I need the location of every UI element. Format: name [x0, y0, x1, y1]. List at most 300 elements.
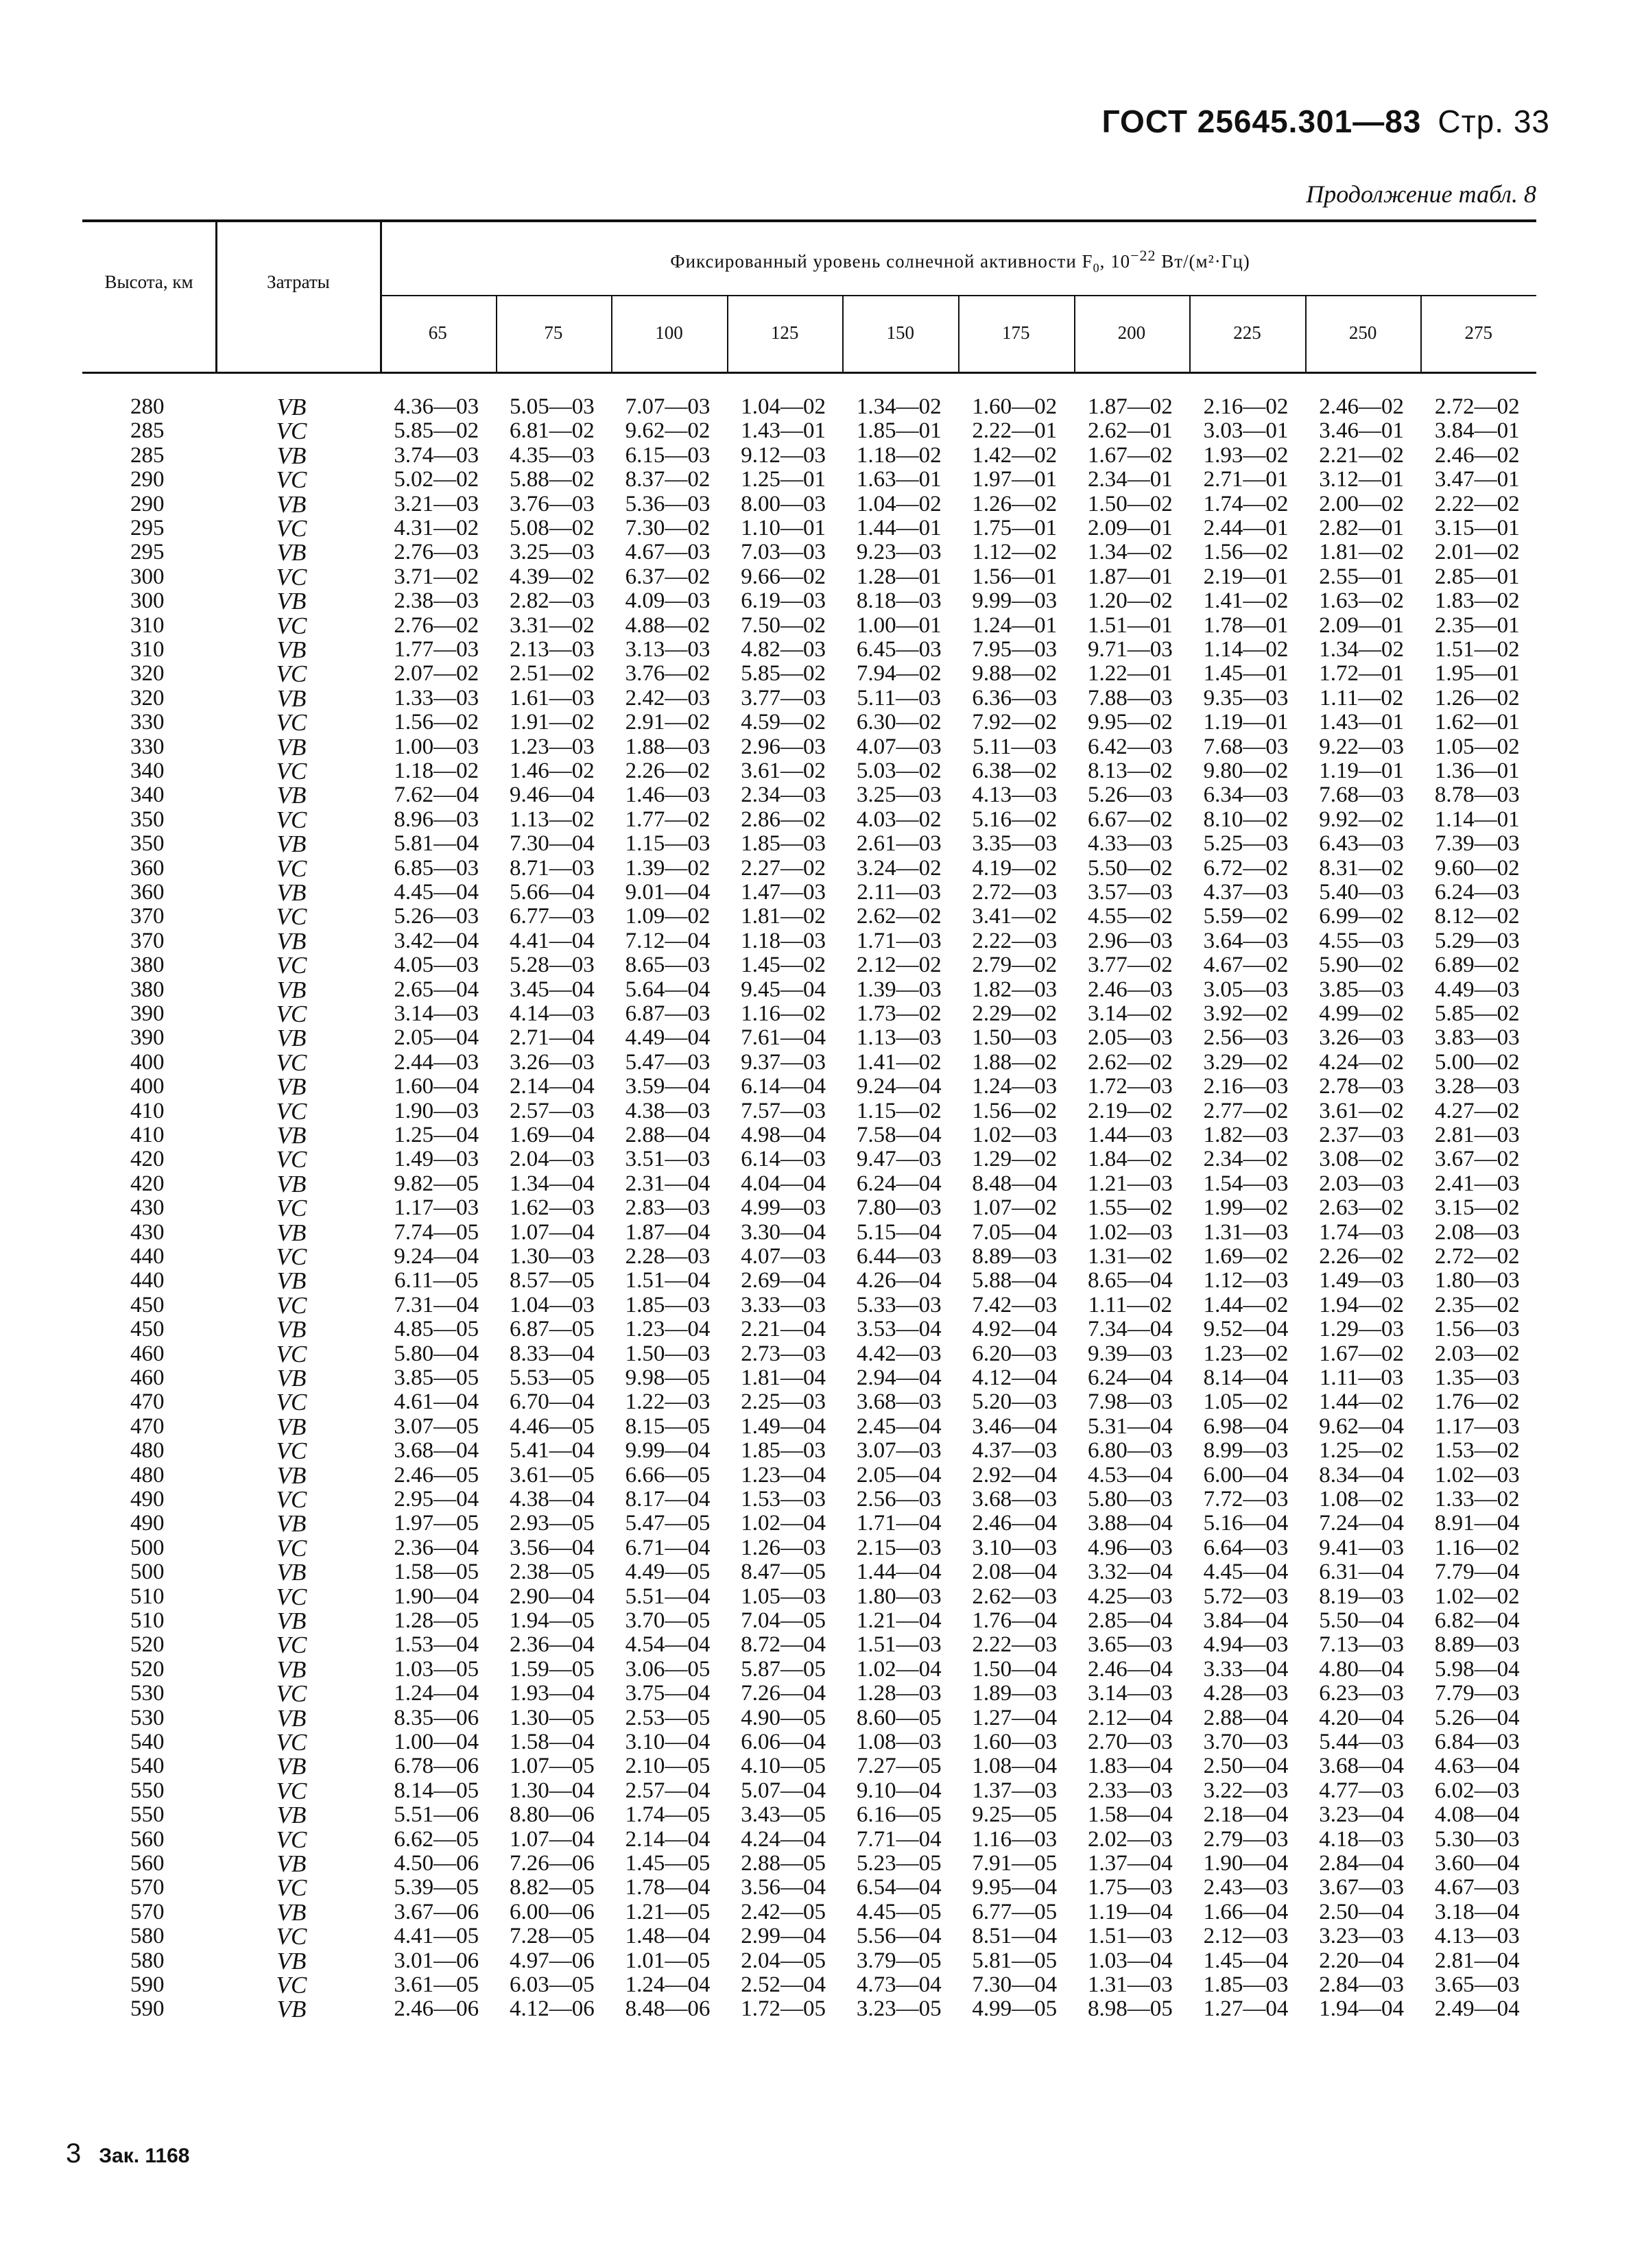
value-cell: 6.03—05 — [510, 1972, 595, 1997]
value-cell: 6.87—05 — [510, 1317, 595, 1342]
altitude-cell: 430 — [130, 1219, 165, 1245]
table-row — [0, 929, 1633, 953]
value-cell: 2.93—05 — [510, 1511, 595, 1536]
value-cell: 4.35—03 — [510, 442, 595, 468]
value-cell: 4.12—04 — [972, 1365, 1058, 1390]
value-cell: 1.94—05 — [510, 1608, 595, 1633]
table-row — [0, 1973, 1633, 1997]
value-cell: 9.23—03 — [856, 540, 942, 565]
value-cell: 2.41—03 — [1434, 1171, 1520, 1196]
value-cell: 1.24—04 — [394, 1681, 479, 1706]
value-cell: 8.37—02 — [625, 467, 711, 492]
value-cell: 8.96—03 — [394, 807, 479, 832]
value-cell: 1.22—01 — [1088, 661, 1173, 687]
value-cell: 3.70—05 — [625, 1608, 711, 1633]
value-cell: 1.25—01 — [741, 467, 826, 492]
value-cell: 1.45—04 — [1203, 1948, 1289, 1973]
value-cell: 3.33—03 — [741, 1292, 826, 1317]
value-cell: 3.41—02 — [972, 904, 1058, 929]
table-row — [0, 516, 1633, 540]
value-cell: 1.48—04 — [625, 1924, 711, 1949]
value-cell: 1.13—02 — [510, 807, 595, 832]
value-cell: 2.90—04 — [510, 1584, 595, 1609]
value-cell: 5.81—04 — [394, 831, 479, 857]
value-cell: 2.96—03 — [741, 734, 826, 759]
value-cell: 7.50—02 — [741, 612, 826, 638]
value-cell: 1.76—02 — [1434, 1389, 1520, 1415]
cost-cell: VB — [276, 1073, 307, 1101]
value-cell: 6.70—04 — [510, 1389, 595, 1415]
value-cell: 1.29—03 — [1319, 1317, 1404, 1342]
value-cell: 4.45—04 — [1203, 1560, 1289, 1585]
value-cell: 2.99—04 — [741, 1924, 826, 1949]
value-cell: 2.01—02 — [1434, 540, 1520, 565]
value-cell: 1.78—04 — [625, 1875, 711, 1900]
value-cell: 2.56—03 — [1203, 1025, 1289, 1051]
value-cell: 1.19—01 — [1203, 710, 1289, 735]
value-cell: 1.04—03 — [510, 1292, 595, 1317]
table-row — [0, 492, 1633, 516]
cost-cell: VB — [276, 1122, 307, 1149]
value-cell: 1.02—03 — [1088, 1219, 1173, 1245]
value-cell: 3.13—03 — [625, 637, 711, 662]
altitude-cell: 500 — [130, 1535, 165, 1560]
value-cell: 5.03—02 — [856, 759, 942, 783]
table-row — [0, 540, 1633, 564]
table-row — [0, 1828, 1633, 1852]
value-cell: 8.18—03 — [856, 588, 942, 614]
value-cell: 8.17—04 — [625, 1487, 711, 1512]
value-cell: 2.62—02 — [1088, 1049, 1173, 1075]
value-cell: 2.96—03 — [1088, 928, 1173, 953]
value-cell: 1.58—04 — [1088, 1802, 1173, 1828]
value-cell: 1.05—02 — [1203, 1389, 1289, 1415]
value-cell: 4.38—03 — [625, 1098, 711, 1123]
value-cell: 2.79—02 — [972, 953, 1058, 978]
cost-cell: VB — [276, 1559, 307, 1586]
value-cell: 1.02—03 — [972, 1123, 1058, 1147]
value-cell: 9.37—03 — [741, 1049, 826, 1075]
level-column-header: 175 — [1002, 322, 1030, 343]
value-cell: 5.20—03 — [972, 1389, 1058, 1415]
value-cell: 6.31—04 — [1319, 1560, 1404, 1585]
value-cell: 1.21—05 — [625, 1899, 711, 1924]
value-cell: 8.91—04 — [1434, 1511, 1520, 1536]
cost-cell: VB — [276, 1996, 307, 2023]
value-cell: 9.24—04 — [394, 1244, 479, 1269]
value-cell: 2.16—03 — [1203, 1074, 1289, 1099]
value-cell: 1.02—03 — [1434, 1462, 1520, 1488]
value-cell: 5.07—04 — [741, 1778, 826, 1803]
value-cell: 6.14—03 — [741, 1147, 826, 1172]
value-cell: 2.04—05 — [741, 1948, 826, 1973]
value-cell: 4.09—03 — [625, 588, 711, 614]
value-cell: 9.98—05 — [625, 1365, 711, 1390]
value-cell: 3.67—03 — [1319, 1875, 1404, 1900]
value-cell: 4.45—04 — [394, 880, 479, 905]
cost-cell: VB — [276, 1025, 307, 1052]
value-cell: 1.51—04 — [625, 1268, 711, 1293]
value-cell: 3.53—04 — [856, 1317, 942, 1342]
value-cell: 3.14—02 — [1088, 1001, 1173, 1026]
value-cell: 4.67—03 — [625, 540, 711, 565]
value-cell: 6.62—05 — [394, 1826, 479, 1852]
value-cell: 1.05—02 — [1434, 734, 1520, 759]
value-cell: 8.14—05 — [394, 1778, 479, 1803]
value-cell: 3.77—03 — [741, 685, 826, 711]
value-cell: 9.52—04 — [1203, 1317, 1289, 1342]
value-cell: 6.24—04 — [1088, 1365, 1173, 1390]
value-cell: 7.57—03 — [741, 1098, 826, 1123]
altitude-cell: 410 — [130, 1123, 165, 1147]
value-cell: 2.50—04 — [1203, 1754, 1289, 1779]
value-cell: 1.46—02 — [510, 759, 595, 783]
value-cell: 9.80—02 — [1203, 759, 1289, 783]
value-cell: 8.71—03 — [510, 855, 595, 881]
value-cell: 2.84—04 — [1319, 1851, 1404, 1876]
value-cell: 5.05—03 — [510, 394, 595, 419]
value-cell: 1.85—03 — [1203, 1972, 1289, 1997]
value-cell: 1.16—02 — [1434, 1535, 1520, 1560]
value-cell: 1.08—04 — [972, 1754, 1058, 1779]
value-cell: 1.94—04 — [1319, 1996, 1404, 2022]
value-cell: 9.92—02 — [1319, 807, 1404, 832]
cost-cell: VB — [276, 879, 307, 906]
value-cell: 4.49—05 — [625, 1560, 711, 1585]
value-cell: 5.51—06 — [394, 1802, 479, 1828]
value-cell: 1.23—02 — [1203, 1341, 1289, 1366]
cost-cell: VC — [276, 758, 307, 785]
value-cell: 3.64—03 — [1203, 928, 1289, 953]
value-cell: 4.99—05 — [972, 1996, 1058, 2022]
value-cell: 2.92—04 — [972, 1462, 1058, 1488]
value-cell: 1.66—04 — [1203, 1899, 1289, 1924]
altitude-cell: 420 — [130, 1171, 165, 1196]
value-cell: 2.37—03 — [1319, 1123, 1404, 1147]
value-cell: 4.61—04 — [394, 1389, 479, 1415]
value-cell: 2.43—03 — [1203, 1875, 1289, 1900]
value-cell: 1.62—01 — [1434, 710, 1520, 735]
value-cell: 4.54—04 — [625, 1632, 711, 1658]
value-cell: 4.67—02 — [1203, 953, 1289, 978]
value-cell: 1.03—05 — [394, 1656, 479, 1682]
table-row — [0, 1536, 1633, 1560]
value-cell: 2.61—03 — [856, 831, 942, 857]
value-cell: 1.41—02 — [856, 1049, 942, 1075]
table-row — [0, 905, 1633, 929]
value-cell: 2.15—03 — [856, 1535, 942, 1560]
value-cell: 3.42—04 — [394, 928, 479, 953]
value-cell: 2.65—04 — [394, 977, 479, 1002]
value-cell: 1.11—02 — [1088, 1292, 1173, 1317]
value-cell: 1.60—04 — [394, 1074, 479, 1099]
value-cell: 1.71—03 — [856, 928, 942, 953]
value-cell: 7.94—02 — [856, 661, 942, 687]
value-cell: 3.61—02 — [1319, 1098, 1404, 1123]
value-cell: 1.78—01 — [1203, 612, 1289, 638]
cost-cell: VB — [276, 1802, 307, 1829]
value-cell: 6.66—05 — [625, 1462, 711, 1488]
value-cell: 7.80—03 — [856, 1195, 942, 1221]
value-cell: 8.33—04 — [510, 1341, 595, 1366]
value-cell: 2.46—05 — [394, 1462, 479, 1488]
value-cell: 3.68—04 — [394, 1438, 479, 1464]
value-cell: 2.22—03 — [972, 928, 1058, 953]
table-row — [0, 1754, 1633, 1778]
value-cell: 3.10—03 — [972, 1535, 1058, 1560]
value-cell: 4.24—04 — [741, 1826, 826, 1852]
value-cell: 3.68—03 — [856, 1389, 942, 1415]
value-cell: 8.31—02 — [1319, 855, 1404, 881]
value-cell: 9.39—03 — [1088, 1341, 1173, 1366]
table-row — [0, 1876, 1633, 1900]
value-cell: 1.50—04 — [972, 1656, 1058, 1682]
value-cell: 7.95—03 — [972, 637, 1058, 662]
value-cell: 9.62—02 — [625, 418, 711, 444]
cost-cell: VC — [276, 1291, 307, 1319]
value-cell: 4.55—03 — [1319, 928, 1404, 953]
value-cell: 5.08—02 — [510, 516, 595, 540]
value-cell: 1.42—02 — [972, 442, 1058, 468]
value-cell: 1.93—04 — [510, 1681, 595, 1706]
altitude-cell: 460 — [130, 1341, 165, 1366]
value-cell: 2.95—04 — [394, 1487, 479, 1512]
value-cell: 4.41—05 — [394, 1924, 479, 1949]
table-row — [0, 711, 1633, 735]
value-cell: 5.16—02 — [972, 807, 1058, 832]
value-cell: 4.13—03 — [1434, 1924, 1520, 1949]
value-cell: 1.84—02 — [1088, 1147, 1173, 1172]
value-cell: 8.89—03 — [972, 1244, 1058, 1269]
value-cell: 5.31—04 — [1088, 1413, 1173, 1439]
value-cell: 7.26—06 — [510, 1851, 595, 1876]
value-cell: 9.60—02 — [1434, 855, 1520, 881]
altitude-cell: 340 — [130, 783, 165, 808]
value-cell: 2.76—03 — [394, 540, 479, 565]
cost-cell: VB — [276, 1656, 307, 1683]
table-row — [0, 857, 1633, 881]
value-cell: 1.12—02 — [972, 540, 1058, 565]
value-cell: 2.31—04 — [625, 1171, 711, 1196]
value-cell: 2.36—04 — [510, 1632, 595, 1658]
value-cell: 5.11—03 — [857, 685, 941, 711]
value-cell: 3.07—05 — [394, 1413, 479, 1439]
value-cell: 4.96—03 — [1088, 1535, 1173, 1560]
value-cell: 5.59—02 — [1203, 904, 1289, 929]
cost-cell: VC — [276, 1874, 307, 1902]
value-cell: 5.85—02 — [1434, 1001, 1520, 1026]
value-cell: 5.50—02 — [1088, 855, 1173, 881]
table-row — [0, 1147, 1633, 1171]
value-cell: 2.85—01 — [1434, 564, 1520, 589]
value-cell: 4.10—05 — [741, 1754, 826, 1779]
value-cell: 6.54—04 — [856, 1875, 942, 1900]
value-cell: 1.43—01 — [741, 418, 826, 444]
value-cell: 4.20—04 — [1319, 1705, 1404, 1730]
value-cell: 8.65—04 — [1088, 1268, 1173, 1293]
cost-cell: VB — [276, 1413, 307, 1440]
value-cell: 3.60—04 — [1434, 1851, 1520, 1876]
level-column-header: 275 — [1464, 322, 1492, 343]
value-cell: 3.26—03 — [510, 1049, 595, 1075]
value-cell: 4.45—05 — [856, 1899, 942, 1924]
value-cell: 9.62—04 — [1319, 1413, 1404, 1439]
altitude-cell: 550 — [130, 1778, 165, 1803]
value-cell: 5.64—04 — [625, 977, 711, 1002]
value-cell: 7.62—04 — [394, 783, 479, 808]
value-cell: 5.11—03 — [973, 734, 1057, 759]
value-cell: 1.75—03 — [1088, 1875, 1173, 1900]
value-cell: 8.14—04 — [1203, 1365, 1289, 1390]
value-cell: 3.23—05 — [856, 1996, 942, 2022]
table-row — [0, 1075, 1633, 1099]
value-cell: 1.90—04 — [394, 1584, 479, 1609]
value-cell: 8.99—03 — [1203, 1438, 1289, 1464]
cost-cell: VB — [276, 442, 307, 469]
value-cell: 8.72—04 — [741, 1632, 826, 1658]
value-cell: 2.03—03 — [1319, 1171, 1404, 1196]
value-cell: 6.36—03 — [972, 685, 1058, 711]
value-cell: 1.08—03 — [856, 1730, 942, 1754]
value-cell: 5.40—03 — [1319, 880, 1404, 905]
page-footer — [66, 2138, 190, 2169]
table-row — [0, 808, 1633, 832]
value-cell: 6.20—03 — [972, 1341, 1058, 1366]
value-cell: 1.01—05 — [625, 1948, 711, 1973]
value-cell: 4.05—03 — [394, 953, 479, 978]
value-cell: 4.03—02 — [856, 807, 942, 832]
level-column-header: 250 — [1348, 322, 1377, 343]
value-cell: 1.55—02 — [1088, 1195, 1173, 1221]
value-cell: 4.99—02 — [1319, 1001, 1404, 1026]
value-cell: 2.04—03 — [510, 1147, 595, 1172]
value-cell: 1.51—03 — [856, 1632, 942, 1658]
value-cell: 1.24—04 — [625, 1972, 711, 1997]
value-cell: 3.46—01 — [1319, 418, 1404, 444]
value-cell: 4.46—05 — [510, 1413, 595, 1439]
altitude-cell: 310 — [130, 612, 165, 638]
value-cell: 6.89—02 — [1434, 953, 1520, 978]
value-cell: 5.85—02 — [394, 418, 479, 444]
value-cell: 1.21—03 — [1088, 1171, 1173, 1196]
value-cell: 1.44—01 — [856, 516, 942, 540]
table-row — [0, 444, 1633, 468]
cost-cell: VC — [276, 1826, 307, 1853]
cost-cell: VB — [276, 1365, 307, 1392]
table-row — [0, 1002, 1633, 1026]
value-cell: 8.00—03 — [741, 491, 826, 516]
value-cell: 1.23—04 — [741, 1462, 826, 1488]
value-cell: 5.72—03 — [1203, 1584, 1289, 1609]
value-cell: 6.24—03 — [1434, 880, 1520, 905]
cost-cell: VB — [276, 490, 307, 518]
value-cell: 5.85—02 — [741, 661, 826, 687]
value-cell: 7.98—03 — [1088, 1389, 1173, 1415]
value-cell: 1.17—03 — [1434, 1413, 1520, 1439]
level-column-header: 125 — [770, 322, 799, 343]
value-cell: 7.04—05 — [741, 1608, 826, 1633]
value-cell: 3.25—03 — [510, 540, 595, 565]
value-cell: 3.46—04 — [972, 1413, 1058, 1439]
altitude-cell: 330 — [130, 734, 165, 759]
value-cell: 5.51—04 — [625, 1584, 711, 1609]
value-cell: 8.35—06 — [394, 1705, 479, 1730]
altitude-cell: 480 — [130, 1438, 165, 1464]
cost-cell: VC — [276, 1097, 307, 1125]
value-cell: 7.58—04 — [856, 1123, 942, 1147]
value-cell: 1.23—04 — [625, 1317, 711, 1342]
value-cell: 5.15—04 — [856, 1219, 942, 1245]
altitude-cell: 590 — [130, 1996, 165, 2022]
value-cell: 3.22—03 — [1203, 1778, 1289, 1803]
cost-cell: VB — [276, 1170, 307, 1197]
value-cell: 8.80—06 — [510, 1802, 595, 1828]
value-cell: 4.13—03 — [972, 783, 1058, 808]
value-cell: 8.82—05 — [510, 1875, 595, 1900]
value-cell: 1.00—03 — [394, 734, 479, 759]
table-row — [0, 1560, 1633, 1584]
value-cell: 1.74—05 — [625, 1802, 711, 1828]
value-cell: 5.41—04 — [510, 1438, 595, 1464]
value-cell: 7.34—04 — [1088, 1317, 1173, 1342]
altitude-cell: 500 — [130, 1560, 165, 1585]
value-cell: 2.33—03 — [1088, 1778, 1173, 1803]
cost-cell: VB — [276, 1947, 307, 1974]
page-number: Стр. 33 — [1438, 104, 1550, 139]
table-row — [0, 1803, 1633, 1827]
altitude-cell: 460 — [130, 1365, 165, 1390]
value-cell: 1.27—04 — [972, 1705, 1058, 1730]
value-cell: 4.73—04 — [856, 1972, 942, 1997]
value-cell: 2.46—04 — [1088, 1656, 1173, 1682]
value-cell: 1.76—04 — [972, 1608, 1058, 1633]
value-cell: 9.41—03 — [1319, 1535, 1404, 1560]
altitude-cell: 300 — [130, 588, 165, 614]
value-cell: 6.99—02 — [1319, 904, 1404, 929]
value-cell: 3.74—03 — [394, 442, 479, 468]
fixed-level-exponent: −22 — [1130, 247, 1156, 264]
value-cell: 6.45—03 — [856, 637, 942, 662]
value-cell: 9.88—02 — [972, 661, 1058, 687]
value-cell: 1.80—03 — [856, 1584, 942, 1609]
table-row — [0, 1730, 1633, 1754]
value-cell: 4.55—02 — [1088, 904, 1173, 929]
value-cell: 1.85—01 — [856, 418, 942, 444]
cost-cell: VB — [276, 1704, 307, 1732]
value-cell: 1.31—03 — [1088, 1972, 1173, 1997]
table-row — [0, 1949, 1633, 1973]
value-cell: 3.28—03 — [1434, 1074, 1520, 1099]
table-row — [0, 1316, 1633, 1344]
altitude-cell: 300 — [130, 564, 165, 589]
value-cell: 2.38—05 — [510, 1560, 595, 1585]
value-cell: 3.30—04 — [741, 1219, 826, 1245]
table-row — [0, 1026, 1633, 1050]
altitude-cell: 340 — [130, 759, 165, 783]
value-cell: 2.79—03 — [1203, 1826, 1289, 1852]
value-cell: 6.16—05 — [856, 1802, 942, 1828]
value-cell: 2.46—04 — [972, 1511, 1058, 1536]
value-cell: 9.66—02 — [741, 564, 826, 589]
value-cell: 1.07—04 — [510, 1219, 595, 1245]
fixed-level-mid: , 10 — [1099, 251, 1131, 272]
value-cell: 1.26—02 — [972, 491, 1058, 516]
value-cell: 5.90—02 — [1319, 953, 1404, 978]
value-cell: 3.45—04 — [510, 977, 595, 1002]
altitude-cell: 360 — [130, 880, 165, 905]
value-cell: 3.59—04 — [625, 1074, 711, 1099]
value-cell: 6.23—03 — [1319, 1681, 1404, 1706]
